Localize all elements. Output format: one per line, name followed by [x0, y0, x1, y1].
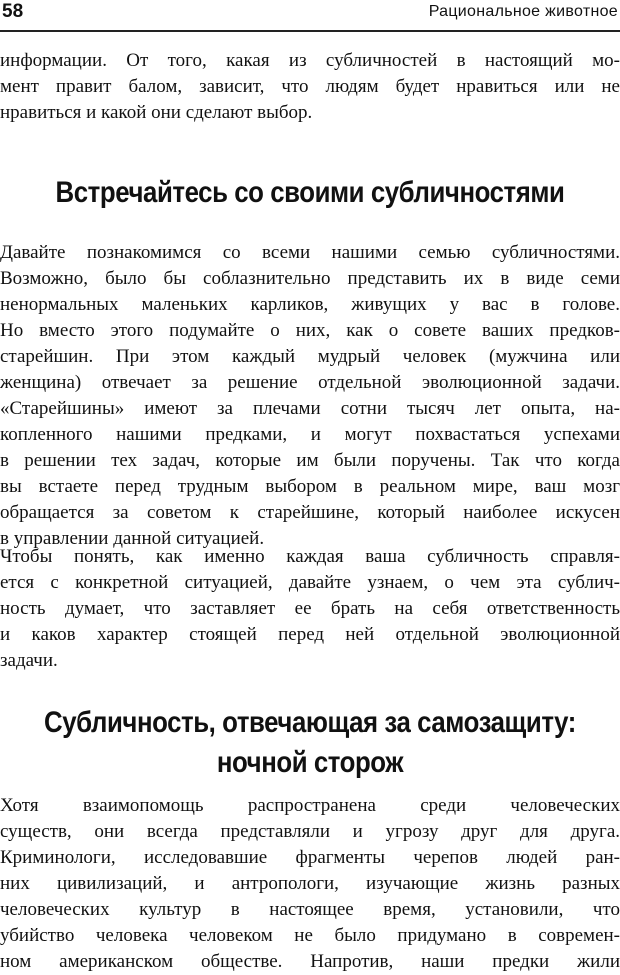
text-line: человеческих культур в настоящее время, установили, что	[0, 899, 620, 920]
text-line: копленного нашими предками, и могут похвастаться успехами	[0, 424, 620, 445]
page-number: 58	[2, 1, 24, 22]
text-line: существ, они всегда представляли и угрозу друг для друга.	[0, 821, 620, 842]
text-line: в управлении данной ситуацией.	[0, 528, 265, 549]
paragraph-4	[0, 793, 620, 975]
text-line: ном американском обществе. Напротив, наши предки жили	[0, 951, 620, 972]
heading-line: Субличность, отвечающая за самозащиту:	[44, 706, 576, 739]
paragraph-1	[0, 48, 620, 126]
text-line: Но вместо этого подумайте о них, как о совете ваших предков-	[0, 320, 620, 341]
text-line: нравиться и какой они сделают выбор.	[0, 102, 313, 123]
text-line: ется с конкретной ситуацией, давайте узнаем, о чем эта сублич-	[0, 572, 620, 593]
text-line: вы встаете перед трудным выбором в реальном мире, ваш мозг	[0, 476, 620, 497]
heading-line: ночной сторож	[216, 746, 404, 779]
text-line: в решении тех задач, которые им были поручены. Так что когда	[0, 450, 620, 471]
text-line: информации. От того, какая из субличностей в настоящий мо-	[0, 50, 620, 71]
text-line: ненормальных маленьких карликов, живущих у вас в голове.	[0, 294, 620, 315]
text-line: обращается за советом к старейшине, который наиболее искусен	[0, 502, 620, 523]
page-header	[0, 0, 620, 32]
text-line: Возможно, было бы соблазнительно представить их в виде семи	[0, 268, 620, 289]
text-line: задачи.	[0, 650, 58, 671]
text-line: «Старейшины» имеют за плечами сотни тысяч лет опыта, на-	[0, 398, 620, 419]
text-line: Хотя взаимопомощь распространена среди человеческих	[0, 795, 620, 816]
paragraph-3	[0, 544, 620, 674]
running-title: Рациональное животное	[428, 3, 618, 20]
text-line: старейшин. При этом каждый мудрый человек (мужчина или	[0, 346, 620, 367]
text-line: Давайте познакомимся со всеми нашими семью субличностями.	[0, 242, 620, 263]
text-line: убийство человека человеком не было придумано в современ-	[0, 925, 620, 946]
paragraph-2	[0, 240, 620, 552]
subsection-heading	[43, 703, 576, 783]
text-line: ность думает, что заставляет ее брать на себя ответственность	[0, 598, 620, 619]
text-line: Чтобы понять, как именно каждая ваша субличность справля-	[0, 546, 620, 567]
text-line: них цивилизаций, и антропологи, изучающие жизнь разных	[0, 873, 620, 894]
section-heading: Встречайтесь со своими субличностями	[55, 176, 565, 209]
text-line: женщина) отвечает за решение отдельной эволюционной задачи.	[0, 372, 620, 393]
text-line: Криминологи, исследовавшие фрагменты черепов людей ран-	[0, 847, 620, 868]
text-line: мент правит балом, зависит, что людям будет нравиться или не	[0, 76, 620, 97]
text-line: и каков характер стоящей перед ней отдельной эволюционной	[0, 624, 620, 645]
